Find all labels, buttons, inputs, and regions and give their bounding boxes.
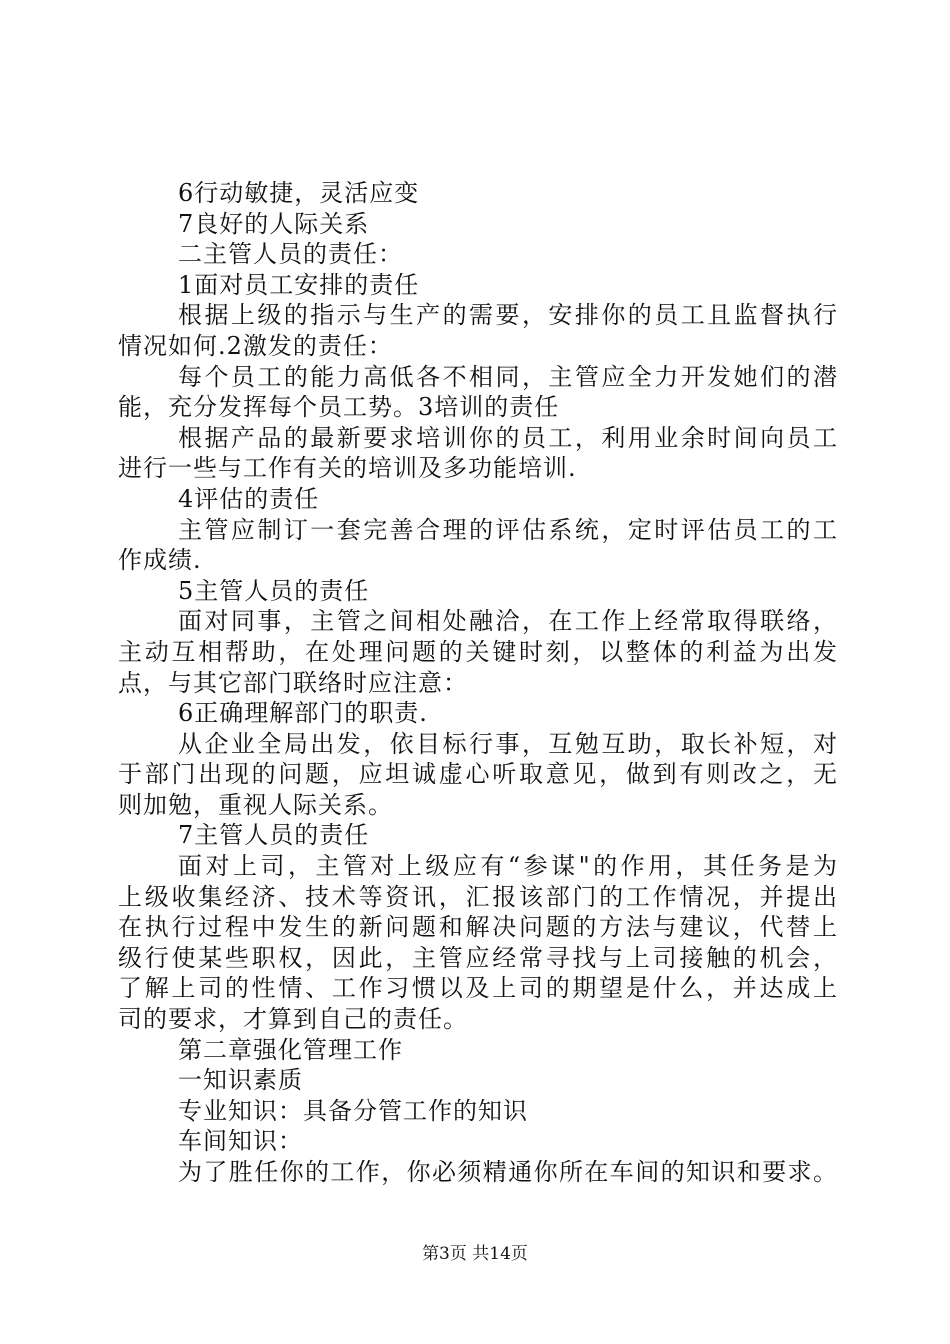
text-line: 进行一些与工作有关的培训及多功能培训. [118,454,577,483]
text-line: 5主管人员的责任 [178,576,370,605]
page-footer: 第3页 共14页 [422,1244,528,1264]
text-line: 一知识素质 [178,1066,303,1095]
text-line: 上级收集经济、技术等资讯，汇报该部门的工作情况，并提出 [118,882,838,911]
text-line: 车间知识： [178,1127,303,1156]
text-line: 于部门出现的问题，应坦诚虚心听取意见，做到有则改之，无 [118,760,838,789]
text-line: 为了胜任你的工作，你必须精通你所在车间的知识和要求。 [178,1158,838,1186]
text-line: 司的要求，才算到自己的责任。 [118,1005,468,1034]
text-line: 4评估的责任 [178,484,320,513]
text-line: 则加勉，重视人际关系。 [118,790,393,819]
text-line: 专业知识：具备分管工作的知识 [178,1096,528,1125]
text-line: 从企业全局出发，依目标行事，互勉互助，取长补短，对 [178,729,838,758]
text-line: 面对同事，主管之间相处融洽，在工作上经常取得联络， [178,607,838,636]
text-line: 主动互相帮助，在处理问题的关键时刻，以整体的利益为出发 [118,637,838,666]
text-line: 点，与其它部门联络时应注意： [118,668,468,697]
text-line: 6行动敏捷，灵活应变 [178,179,420,207]
text-line: 每个员工的能力高低各不相同，主管应全力开发她们的潜 [178,362,838,391]
text-line: 主管应制订一套完善合理的评估系统，定时评估员工的工 [178,515,838,544]
text-line: 情况如何.2激发的责任： [118,331,393,360]
text-line: 级行使某些职权，因此，主管应经常寻找与上司接触的机会， [118,943,838,972]
text-line: 二主管人员的责任： [178,240,403,269]
text-line: 面对上司，主管对上级应有“参谋"的作用，其任务是为 [178,852,838,881]
text-line: 能，充分发挥每个员工势。3培训的责任 [118,393,560,422]
text-line: 7主管人员的责任 [178,821,370,850]
text-line: 6正确理解部门的职责. [178,699,428,728]
text-line: 作成绩. [118,546,202,575]
text-line: 7良好的人际关系 [178,209,370,238]
text-line: 第二章强化管理工作 [178,1035,403,1064]
text-line: 在执行过程中发生的新问题和解决问题的方法与建议，代替上 [118,913,838,942]
text-line: 了解上司的性情、工作习惯以及上司的期望是什么，并达成上 [118,974,838,1003]
text-line: 根据上级的指示与生产的需要，安排你的员工且监督执行 [178,301,838,330]
document-body [118,178,838,1188]
text-line: 1面对员工安排的责任 [178,270,420,299]
text-line: 根据产品的最新要求培训你的员工，利用业余时间向员工 [178,423,838,452]
